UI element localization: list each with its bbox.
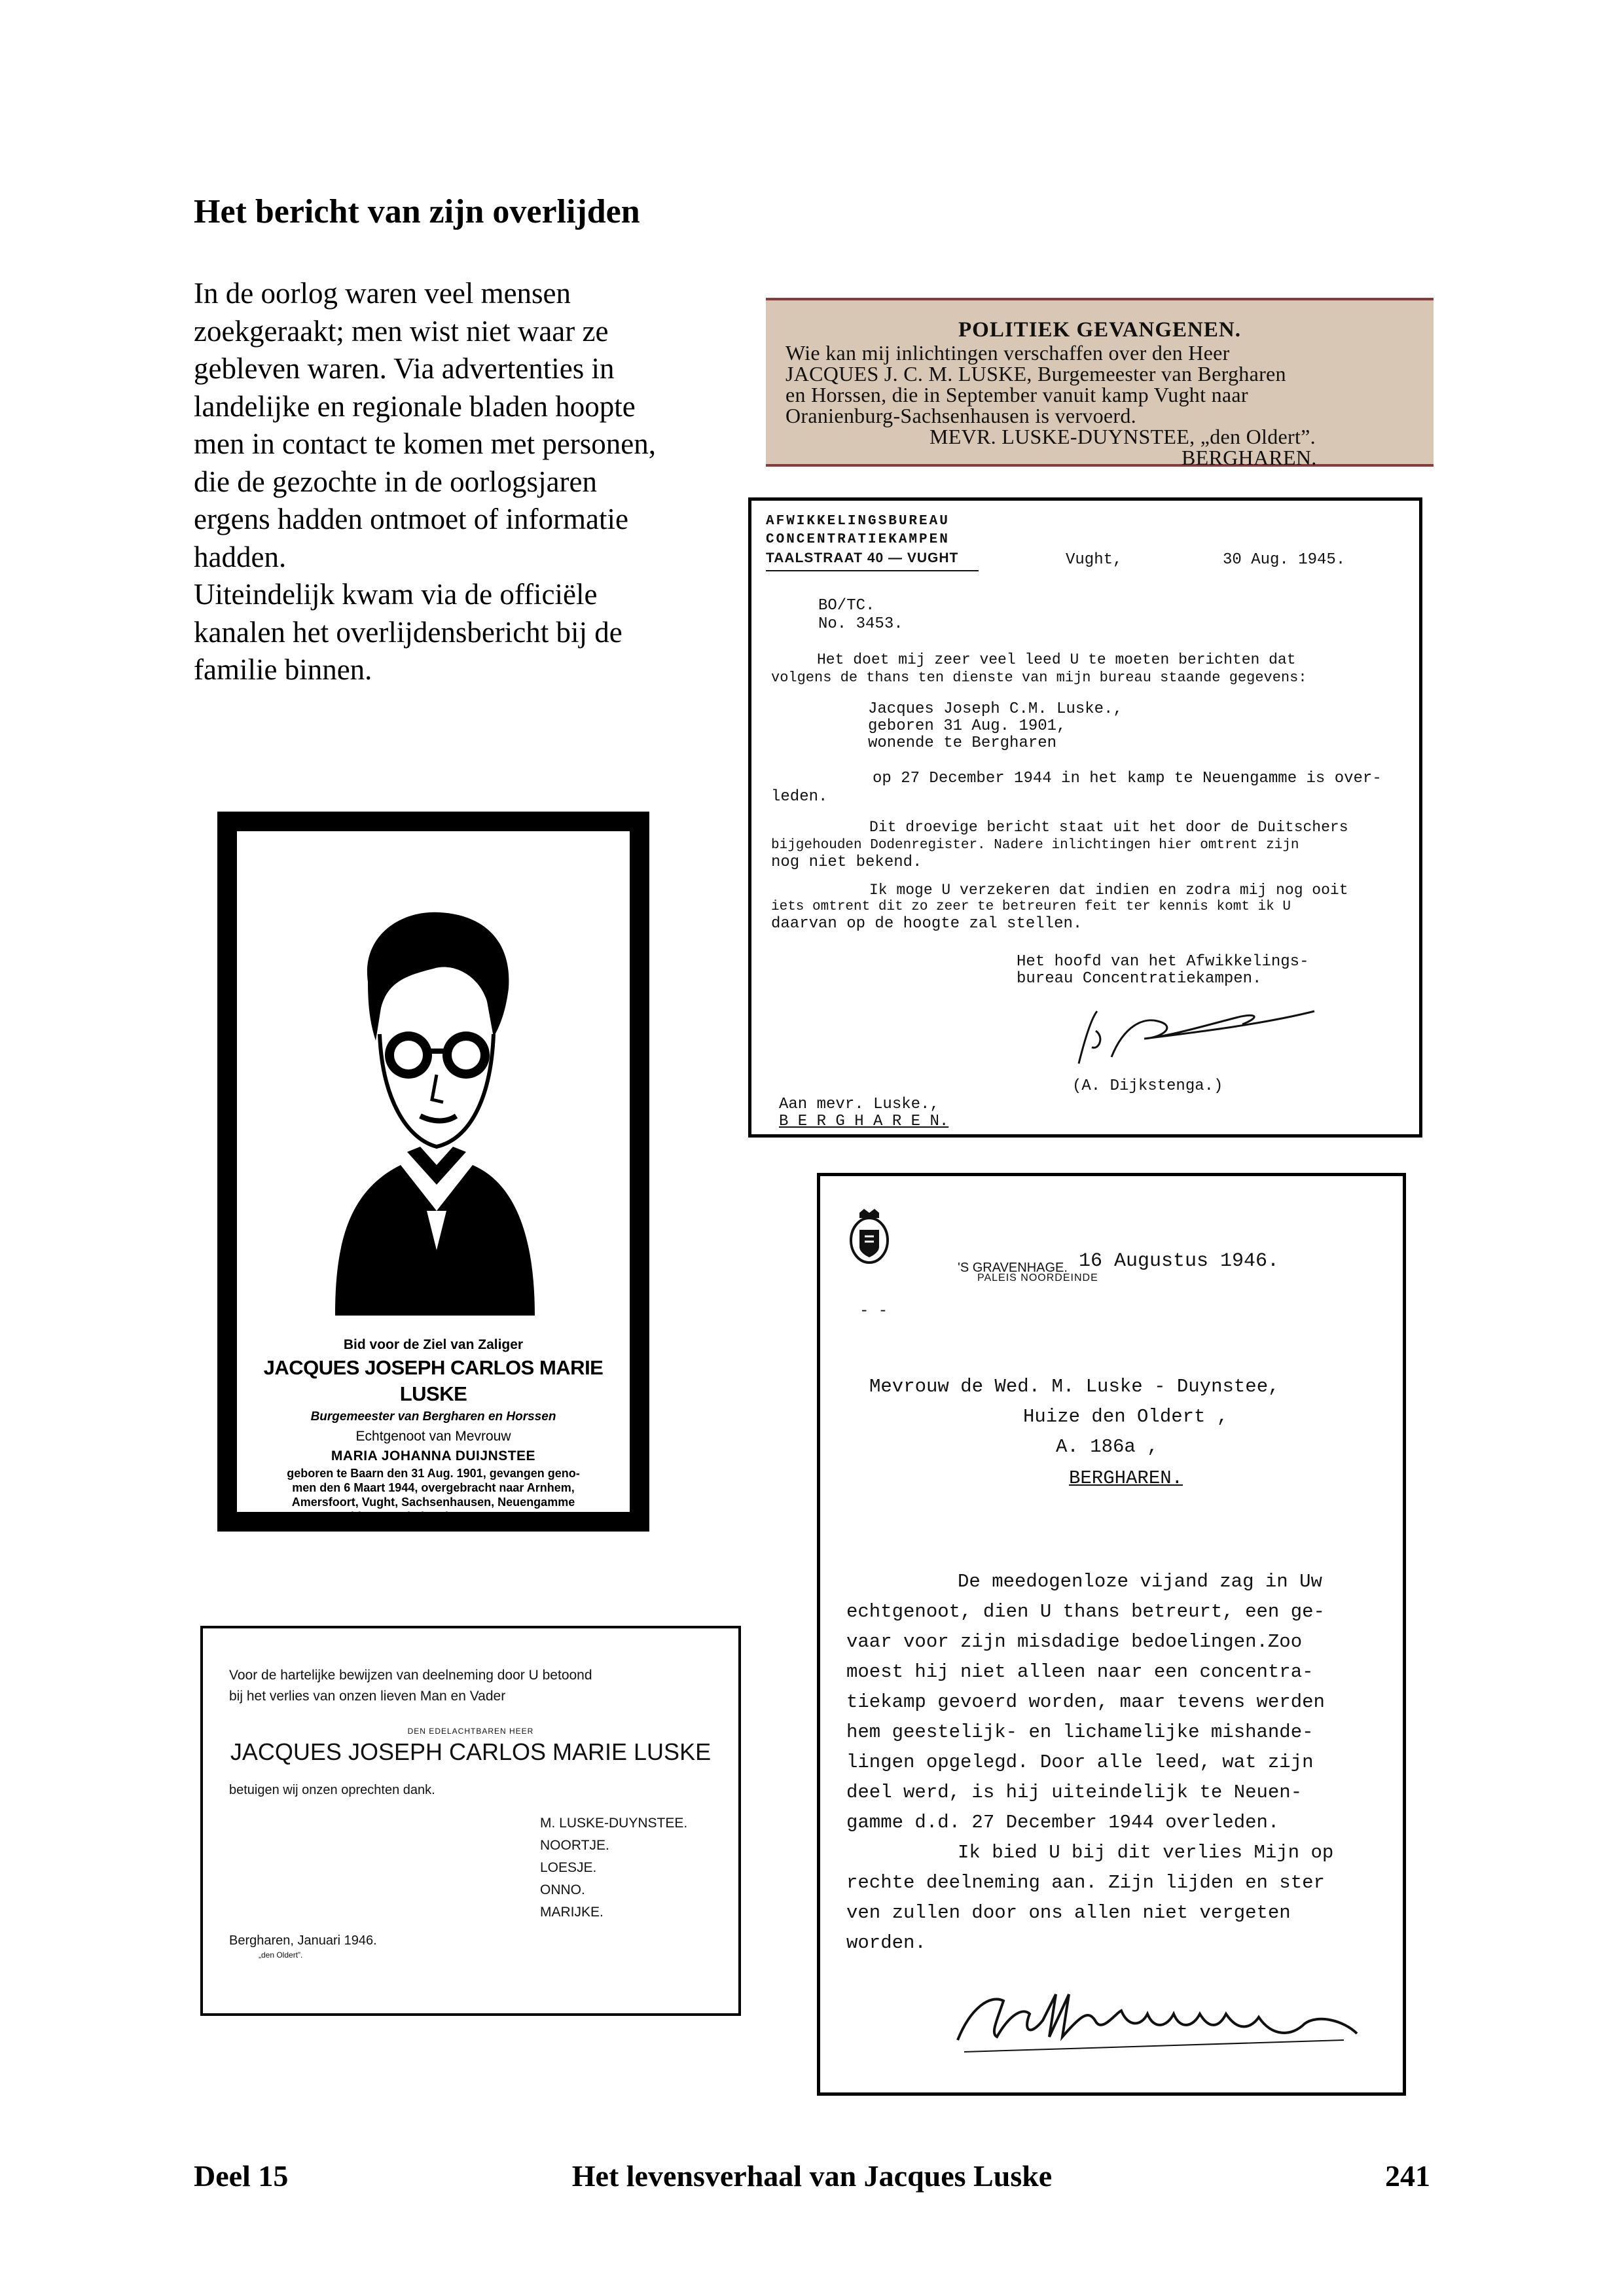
thanks-line: Voor de hartelijke bewijzen van deelneming door U betoond <box>229 1668 592 1683</box>
royal-letter <box>817 1173 1406 2096</box>
letter-address-line: Huize den Oldert , <box>1023 1406 1229 1427</box>
clipping-line: JACQUES J. C. M. LUSKE, Burgemeester van Bergharen <box>785 362 1286 386</box>
intro-line: In de oorlog waren veel mensen <box>194 277 571 310</box>
memorial-line: Amersfoort, Vught, Sachsenhausen, Neuengamme <box>291 1496 575 1509</box>
letter-number: No. 3453. <box>818 615 903 633</box>
letter-body-line: bijgehouden Dodenregister. Nadere inlichtingen hier omtrent zijn <box>771 838 1299 853</box>
bureau-letter <box>748 497 1422 1138</box>
intro-line: landelijke en regionale bladen hoopte <box>194 389 636 423</box>
clipping-line: Oranienburg-Sachsenhausen is vervoerd. <box>785 404 1136 427</box>
letter-place: 'S GRAVENHAGE. <box>958 1261 1068 1275</box>
memorial-caption <box>250 1335 617 1524</box>
intro-line: familie binnen. <box>194 653 372 686</box>
thank-you-card <box>200 1626 741 2016</box>
letter-body-line: hem geestelijk- en lichamelijke mishande- <box>846 1721 1314 1743</box>
letter-dashes: - - <box>859 1302 888 1320</box>
handwritten-signature <box>1066 998 1341 1077</box>
thanks-house: „den Oldert”. <box>259 1950 303 1960</box>
letter-signer: (A. Dijkstenga.) <box>1072 1077 1223 1095</box>
intro-line: hadden. <box>194 540 287 573</box>
memorial-card-inner <box>237 831 630 1523</box>
intro-line: Uiteindelijk kwam via de officiële <box>194 578 598 611</box>
letter-body-line: echtgenoot, dien U thans betreurt, een ge- <box>846 1601 1325 1623</box>
letter-body-line: wonende te Bergharen <box>868 734 1057 752</box>
memorial-line: geboren te Baarn den 31 Aug. 1901, gevangen geno- <box>287 1467 580 1480</box>
letter-body-line: worden. <box>846 1932 926 1954</box>
thanks-name: JACQUES JOSEPH CARLOS MARIE LUSKE <box>230 1738 712 1765</box>
letter-body-line: tiekamp gevoerd worden, maar tevens werden <box>846 1691 1325 1713</box>
clipping-place: BERGHAREN. <box>1182 446 1317 469</box>
letterhead-rule <box>766 570 979 571</box>
intro-line: men in contact te komen met personen, <box>194 427 657 460</box>
letter-body-line: op 27 December 1944 in het kamp te Neuengamme is over- <box>873 770 1382 787</box>
letter-city: Vught, <box>1066 551 1123 569</box>
letter-body-line: leden. <box>771 788 828 806</box>
intro-line: gebleven waren. Via advertenties in <box>194 352 615 385</box>
letter-addressee: Aan mevr. Luske., <box>779 1096 939 1113</box>
intro-line: kanalen het overlijdensbericht bij de <box>194 615 623 649</box>
intro-text <box>194 275 737 689</box>
letter-palace: PALEIS NOORDEINDE <box>977 1272 1098 1283</box>
clipping-line: en Horssen, die in September vanuit kamp Vught naar <box>785 383 1248 406</box>
letter-addressee-place: B E R G H A R E N. <box>779 1113 949 1130</box>
memorial-line: Echtgenoot van Mevrouw <box>355 1429 511 1444</box>
letter-closing: Het hoofd van het Afwikkelings- <box>1017 953 1309 971</box>
clipping-heading: POLITIEK GEVANGENEN. <box>958 318 1241 342</box>
thanks-place: Bergharen, Januari 1946. <box>229 1933 377 1948</box>
letter-body-line: volgens de thans ten dienste van mijn bureau staande gegevens: <box>771 670 1307 686</box>
letter-body-line: deel werd, is hij uiteindelijk te Neuen- <box>846 1782 1303 1803</box>
memorial-line: Bid voor de Ziel van Zaliger <box>343 1337 524 1352</box>
letter-body-line: gamme d.d. 27 December 1944 overleden. <box>846 1812 1280 1833</box>
letter-body-line: geboren 31 Aug. 1901, <box>868 717 1066 735</box>
letter-body-line: Dit droevige bericht staat uit het door de Duitschers <box>869 819 1348 836</box>
letter-date: 30 Aug. 1945. <box>1223 551 1346 569</box>
memorial-line: en aldaar overleden den 27 Dec. 1944. <box>327 1510 540 1523</box>
letter-body-line: moest hij niet alleen naar een concentra- <box>846 1661 1314 1683</box>
letter-org-line1: AFWIKKELINGSBUREAU <box>766 514 950 529</box>
memorial-line: MARIA JOHANNA DUIJNSTEE <box>331 1448 536 1463</box>
clipping-signature: MEVR. LUSKE-DUYNSTEE, „den Oldert”. <box>929 425 1316 448</box>
letter-reference: BO/TC. <box>818 597 875 615</box>
thanks-family: NOORTJE. <box>540 1838 609 1853</box>
letter-body-line: vaar voor zijn misdadige bedoelingen.Zoo <box>846 1631 1303 1653</box>
letter-body-line: Ik bied U bij dit verlies Mijn op <box>958 1842 1334 1863</box>
page-number: 241 <box>1385 2159 1430 2193</box>
letter-address-line: Mevrouw de Wed. M. Luske - Duynstee, <box>869 1376 1280 1397</box>
letter-address-line: BERGHAREN. <box>1069 1467 1183 1489</box>
clipping-line: Wie kan mij inlichtingen verschaffen over den Heer <box>785 341 1230 365</box>
letter-closing: bureau Concentratiekampen. <box>1017 970 1262 988</box>
thanks-family: M. LUSKE-DUYNSTEE. <box>540 1816 688 1831</box>
letter-body-line: ven zullen door ons allen niet vergeten <box>846 1902 1291 1924</box>
footer-book-title: Het levensverhaal van Jacques Luske <box>571 2159 1053 2193</box>
letter-body-line: rechte deelneming aan. Zijn lijden en ster <box>846 1872 1325 1893</box>
thanks-family: LOESJE. <box>540 1860 597 1875</box>
letter-body-line: iets omtrent dit zo zeer te betreuren feit ter kennis komt ik U <box>771 899 1291 914</box>
royal-signature <box>951 1975 1370 2066</box>
intro-line: ergens hadden ontmoet of informatie <box>194 503 628 535</box>
newspaper-clipping <box>766 298 1434 467</box>
memorial-line: Burgemeester van Bergharen en Horssen <box>310 1410 556 1424</box>
portrait-image <box>322 903 545 1316</box>
thanks-line: betuigen wij onzen oprechten dank. <box>229 1783 435 1797</box>
page-title: Het bericht van zijn overlijden <box>194 193 640 230</box>
memorial-name: JACQUES JOSEPH CARLOS MARIE LUSKE <box>263 1356 604 1405</box>
thanks-family: MARIJKE. <box>540 1905 604 1920</box>
thanks-family: ONNO. <box>540 1882 585 1897</box>
clipping-torn-edge <box>785 303 1414 317</box>
letter-address-line: A. 186a , <box>1056 1436 1159 1458</box>
letter-body-line: lingen opgelegd. Door alle leed, wat zijn <box>846 1751 1314 1773</box>
footer-part: Deel 15 <box>194 2159 289 2193</box>
letter-org-line2: CONCENTRATIEKAMPEN <box>766 532 950 547</box>
memorial-card <box>217 812 649 1532</box>
letter-body-line: Jacques Joseph C.M. Luske., <box>868 700 1123 718</box>
letter-body-line: nog niet bekend. <box>771 853 922 871</box>
memorial-line: men den 6 Maart 1944, overgebracht naar Arnhem, <box>292 1481 575 1494</box>
thanks-line: bij het verlies van onzen lieven Man en Vader <box>229 1689 506 1704</box>
letter-body-line: daarvan op de hoogte zal stellen. <box>771 915 1083 933</box>
letter-body-line: Ik moge U verzekeren dat indien en zodra mij nog ooit <box>869 882 1348 899</box>
letter-org-address: TAALSTRAAT 40 — VUGHT <box>766 550 959 565</box>
crest-icon <box>846 1208 892 1266</box>
thanks-title: DEN EDELACHTBAREN HEER <box>407 1727 534 1736</box>
letter-body-line: Het doet mij zeer veel leed U te moeten berichten dat <box>817 651 1296 668</box>
intro-line: zoekgeraakt; men wist niet waar ze <box>194 314 609 348</box>
intro-line: die de gezochte in de oorlogsjaren <box>194 465 598 498</box>
letter-body-line: De meedogenloze vijand zag in Uw <box>958 1571 1322 1592</box>
letter-date: 16 Augustus 1946. <box>1079 1250 1280 1272</box>
